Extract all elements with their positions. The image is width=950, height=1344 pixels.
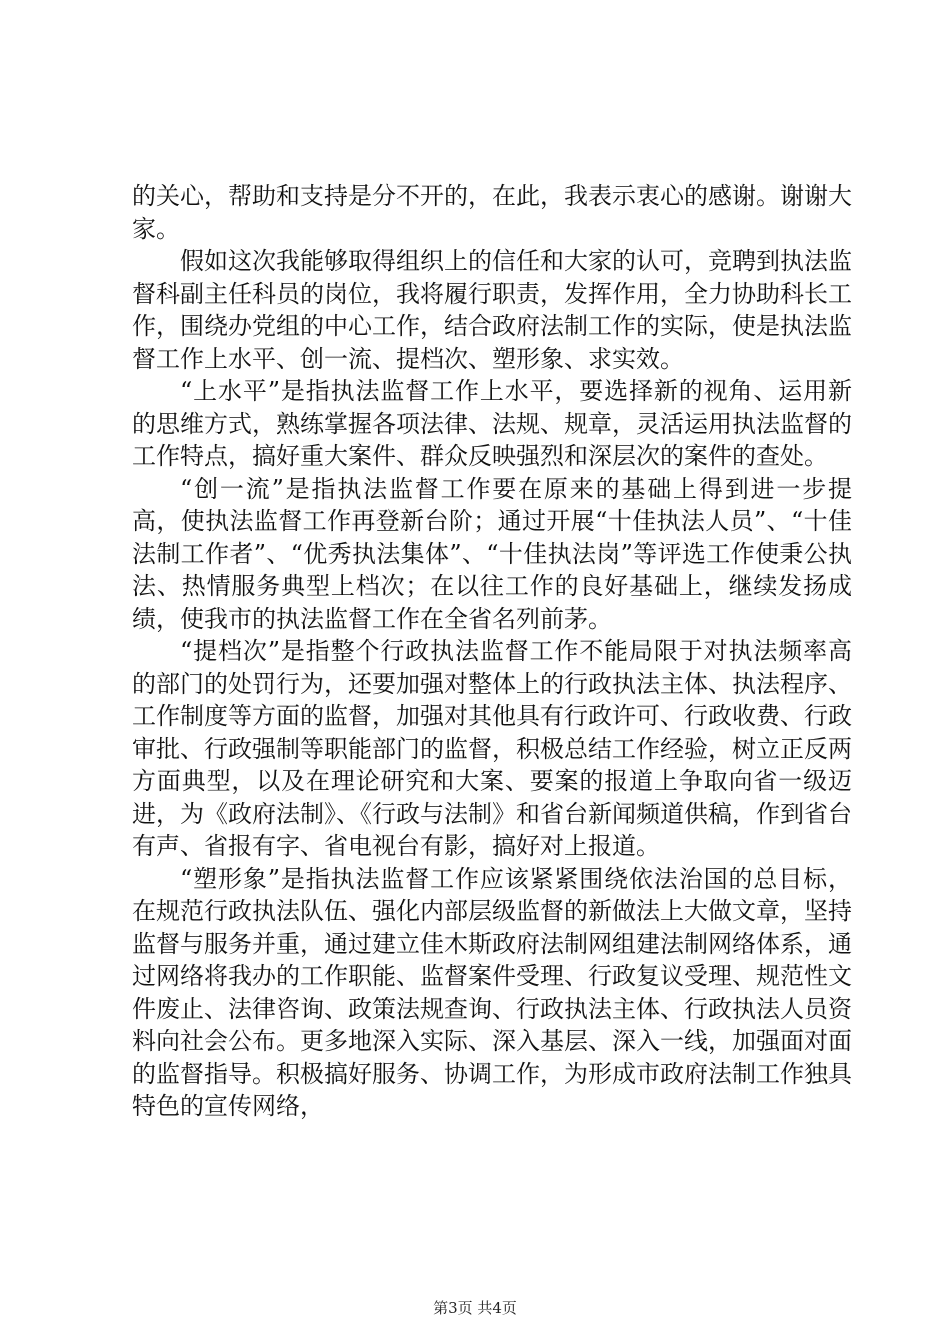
document-body [132, 180, 852, 1123]
paragraph-1: 的关心，帮助和支持是分不开的，在此，我表示衷心的感谢。谢谢大家。 [132, 182, 852, 243]
paragraph-4: “创一流”是指执法监督工作要在原来的基础上得到进一步提高，使执法监督工作再登新台阶；通过开展“十佳执法人员”、“十佳法制工作者”、“优秀执法集体”、“十佳执法岗”等评选工作使秉公执法、热情服务典型上档次；在以往工作的良好基础上，继续发扬成绩，使我市的执法监督工作在全省名列前茅。 [132, 474, 852, 633]
page-footer: 第3页 共4页 [433, 1299, 517, 1317]
paragraph-3: “上水平”是指执法监督工作上水平，要选择新的视角、运用新的思维方式，熟练掌握各项法律、法规、规章，灵活运用执法监督的工作特点，搞好重大案件、群众反映强烈和深层次的案件的查处。 [132, 377, 852, 470]
paragraph-2: 假如这次我能够取得组织上的信任和大家的认可，竞聘到执法监督科副主任科员的岗位，我将履行职责，发挥作用，全力协助科长工作，围绕办党组的中心工作，结合政府法制工作的实际，使是执法监督工作上水平、创一流、提档次、塑形象、求实效。 [132, 247, 852, 373]
paragraph-5: “提档次”是指整个行政执法监督工作不能局限于对执法频率高的部门的处罚行为，还要加强对整体上的行政执法主体、执法程序、工作制度等方面的监督，加强对其他具有行政许可、行政收费、行政审批、行政强制等职能部门的监督，积极总结工作经验，树立正反两方面典型，以及在理论研究和大案、要案的报道上争取向省一级迈进，为《政府法制》、《行政与法制》和省台新闻频道供稿，作到省台有声、省报有字、省电视台有影，搞好对上报道。 [132, 637, 852, 860]
paragraph-6: “塑形象”是指执法监督工作应该紧紧围绕依法治国的总目标，在规范行政执法队伍、强化内部层级监督的新做法上大做文章，坚持监督与服务并重，通过建立佳木斯政府法制网组建法制网络体系，通过网络将我办的工作职能、监督案件受理、行政复议受理、规范性文件废止、法律咨询、政策法规查询、行政执法主体、行政执法人员资料向社会公布。更多地深入实际、深入基层、深入一线，加强面对面的监督指导。积极搞好服务、协调工作，为形成市政府法制工作独具特色的宣传网络， [132, 864, 852, 1120]
